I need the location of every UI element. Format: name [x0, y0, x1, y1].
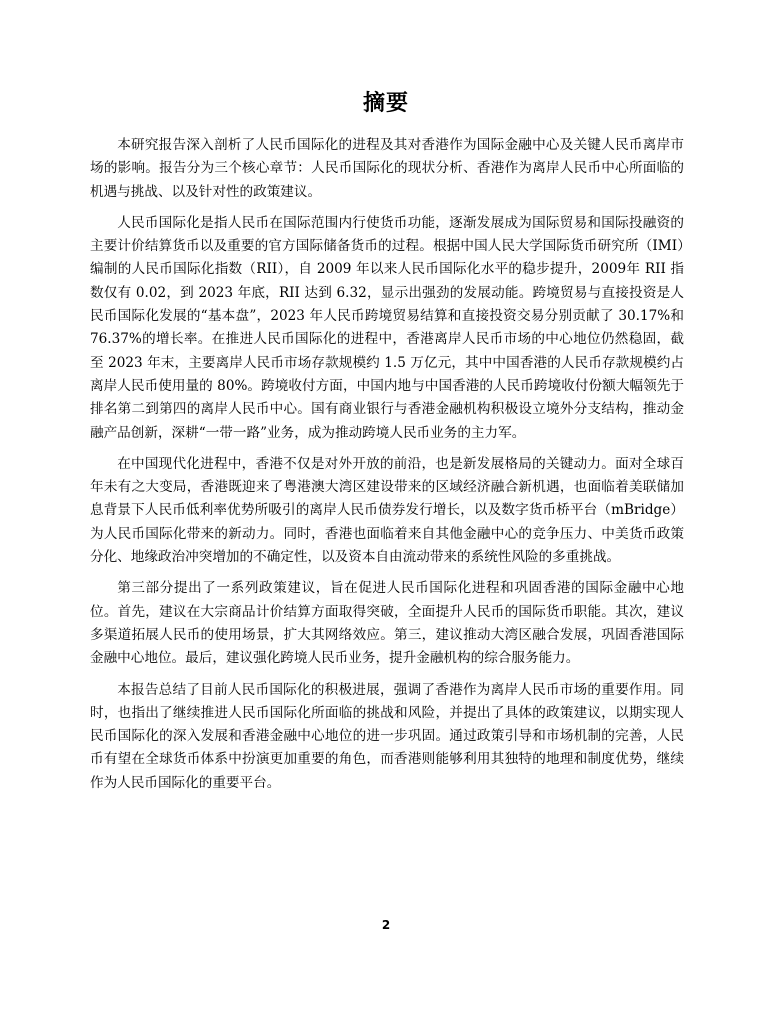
document-body	[90, 134, 684, 803]
paragraph-policy-recommendations: 第三部分提出了一系列政策建议，旨在促进人民币国际化进程和巩固香港的国际金融中心地位。首先，建议在大宗商品计价结算方面取得突破，全面提升人民币的国际货币职能。其次，建议多渠道拓展人民币的使用场景，扩大其网络效应。第三，建议推动大湾区融合发展，巩固香港国际金融中心地位。最后，建议强化跨境人民币业务，提升金融机构的综合服务能力。	[90, 580, 684, 667]
page-number: 2	[381, 918, 391, 932]
paragraph-hk-opportunities: 在中国现代化进程中，香港不仅是对外开放的前沿，也是新发展格局的关键动力。面对全球百年未有之大变局，香港既迎来了粤港澳大湾区建设带来的区域经济融合新机遇，也面临着美联储加息背景下人民币低利率优势所吸引的离岸人民币债券发行增长，以及数字货币桥平台（mBridge）为人民币国际化带来的新动力。同时，香港也面临着来自其他金融中心的竞争压力、中美货币政策分化、地缘政治冲突增加的不确定性，以及资本自由流动带来的系统性风险的多重挑战。	[90, 455, 684, 566]
page-title: 摘要	[362, 91, 409, 116]
paragraph-overview: 本研究报告深入剖析了人民币国际化的进程及其对香港作为国际金融中心及关键人民币离岸市场的影响。报告分为三个核心章节：人民币国际化的现状分析、香港作为离岸人民币中心所面临的机遇与挑战、以及针对性的政策建议。	[90, 137, 684, 200]
paragraph-conclusion: 本报告总结了目前人民币国际化的积极进展，强调了香港作为离岸人民币市场的重要作用。同时，也指出了继续推进人民币国际化所面临的挑战和风险，并提出了具体的政策建议，以期实现人民币国际化的深入发展和香港金融中心地位的进一步巩固。通过政策引导和市场机制的完善，人民币有望在全球货币体系中扮演更加重要的角色，而香港则能够利用其独特的地理和制度优势，继续作为人民币国际化的重要平台。	[90, 681, 684, 791]
paragraph-rmb-status: 人民币国际化是指人民币在国际范围内行使货币功能，逐渐发展成为国际贸易和国际投融资的主要计价结算货币以及重要的官方国际储备货币的过程。根据中国人民大学国际货币研究所（IMI）编制的人民币国际化指数（RII），自 2009 年以来人民币国际化水平的稳步提升，2009年 RII 指数仅有 0.02，到 2023 年底，RII 达到 6.32，显示出强劲的发展动能。跨境贸易与直接投资是人民币国际化发展的“基本盘”，2023 年人民币跨境贸易结算和直接投资交易分别贡献了 30.17%和 76.37%的增长率。在推进人民币国际化的进程中，香港离岸人民币市场的中心地位仍然稳固，截至 2023 年末，主要离岸人民币市场存款规模约 1.5 万亿元，其中中国香港的人民币存款规模约占离岸人民币使用量的 80%。跨境收付方面，中国内地与中国香港的人民币跨境收付份额大幅领先于排名第二到第四的离岸人民币中心。国有商业银行与香港金融机构积极设立境外分支结构，推动金融产品创新，深耕“一带一路”业务，成为推动跨境人民币业务的主力军。	[90, 214, 684, 441]
